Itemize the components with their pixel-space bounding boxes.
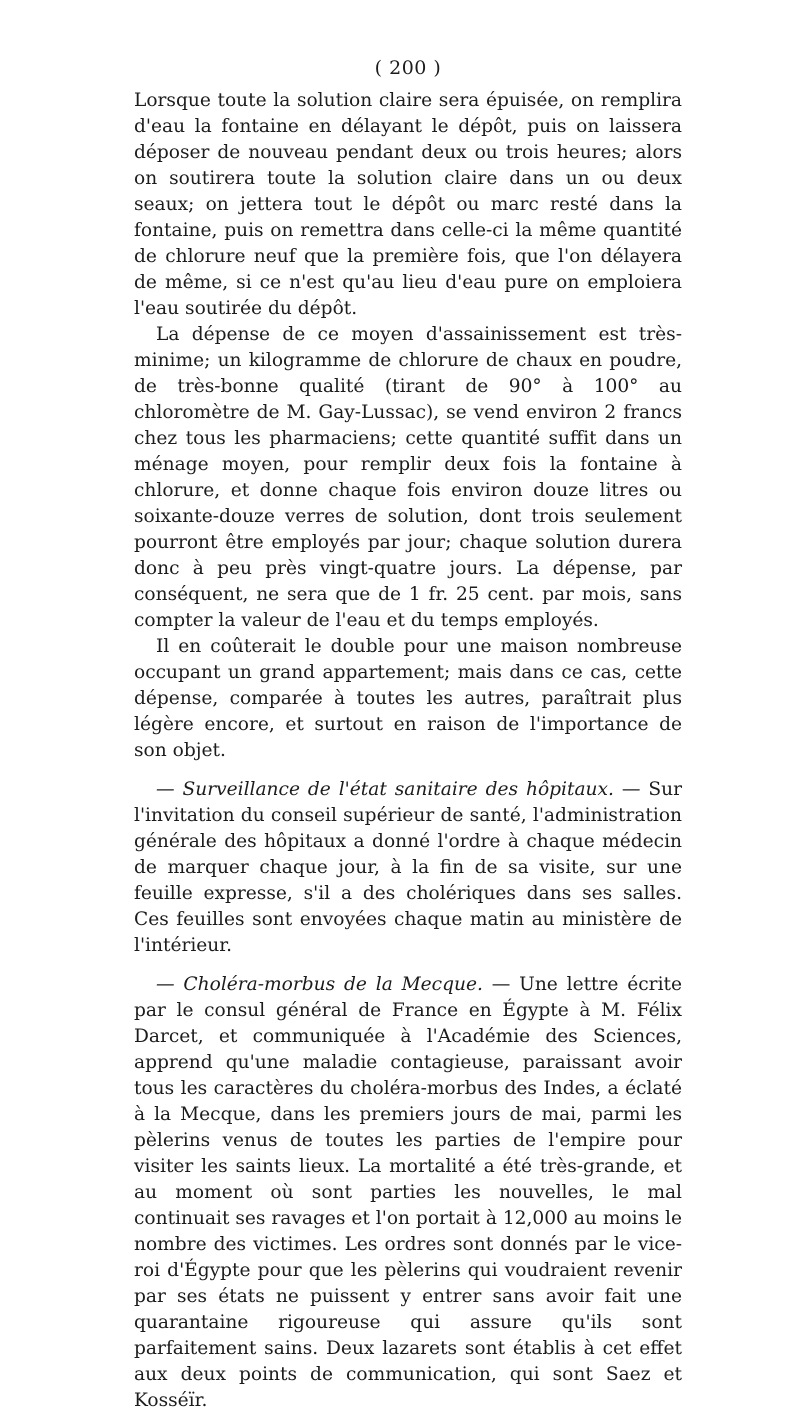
- paragraph-text: La dépense de ce moyen d'assainissement est très-minime; un kilogramme de chlorure de chaux en poudre, de très-bonne qualité (tirant de 90° à 100° au chloromètre de M. Gay-Lussac), se vend environ 2 francs chez tous les pharmaciens; cette quantité suffit dans un ménage moyen, pour remplir deux fois la fontaine à chlorure, et donne chaque fois environ douze litres ou soixante-douze verres de solution, dont trois seulement pourront être employés par jour; chaque solution durera donc à peu près vingt-quatre jours. La dépense, par conséquent, ne sera que de 1 fr. 25 cent. par mois, sans compter la valeur de l'eau et du temps employés.: [134, 324, 682, 631]
- paragraph-text: Il en coûterait le double pour une maison nombreuse occupant un grand appartement; mais dans ce cas, cette dépense, comparée à toutes les autres, paraîtrait plus légère encore, et surtout en raison de l'importance de son objet.: [134, 636, 682, 761]
- paragraph-depense: [134, 322, 682, 634]
- paragraph-text: — Une lettre écrite par le consul général de France en Égypte à M. Félix Darcet, et communiquée à l'Académie des Sciences, apprend qu'une maladie contagieuse, paraissant avoir tous les caractères du choléra-morbus des Indes, a éclaté à la Mecque, dans les premiers jours de mai, parmi les pèlerins venus de toutes les parties de l'empire pour visiter les saints lieux. La mortalité a été très-grande, et au moment où sont parties les nouvelles, le mal continuait ses ravages et l'on portait à 12,000 au moins le nombre des victimes. Les ordres sont donnés par le vice-roi d'Égypte pour que les pèlerins qui voudraient revenir par ses états ne puissent y entrer sans avoir fait une quarantaine rigoureuse qui assure qu'ils sont parfaitement sains. Deux lazarets sont établis à cet effet aux deux points de communication, qui sont Saez et Kosséïr.: [134, 974, 682, 1411]
- paragraph-cholera-mecque: [134, 972, 682, 1414]
- section-title: — Surveillance de l'état sanitaire des hôpitaux.: [156, 779, 614, 800]
- paragraph-surveillance-hopitaux: [134, 777, 682, 959]
- paragraph-text: — Sur l'invitation du conseil supérieur de santé, l'administration générale des hôpitaux a donné l'ordre à chaque médecin de marquer chaque jour, à la fin de sa visite, sur une feuille expresse, s'il a des cholériques dans ses salles. Ces feuilles sont envoyées chaque matin au ministère de l'intérieur.: [134, 779, 682, 956]
- paragraph-text: Lorsque toute la solution claire sera épuisée, on remplira d'eau la fontaine en délayant le dépôt, puis on laissera déposer de nouveau pendant deux ou trois heures; alors on soutirera toute la solution claire dans un ou deux seaux; on jettera tout le dépôt ou marc resté dans la fontaine, puis on remettra dans celle-ci la même quantité de chlorure neuf que la première fois, que l'on délayera de même, si ce n'est qu'au lieu d'eau pure on emploiera l'eau soutirée du dépôt.: [134, 90, 682, 319]
- paragraph-solution-claire: [134, 88, 682, 322]
- section-title: — Choléra-morbus de la Mecque.: [156, 974, 483, 995]
- paragraph-maison-nombreuse: [134, 634, 682, 764]
- page-number: ( 200 ): [374, 57, 442, 79]
- book-page: [134, 54, 682, 1414]
